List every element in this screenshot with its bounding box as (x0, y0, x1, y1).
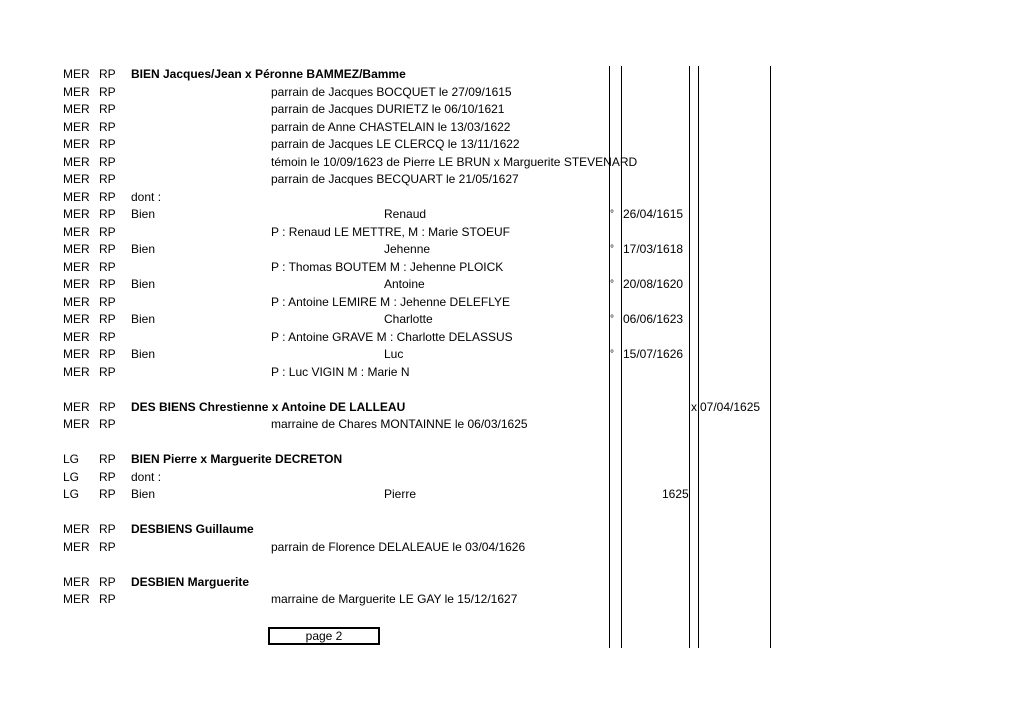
surname-cell: Bien (131, 277, 156, 291)
register-code: RP (99, 312, 116, 326)
location-code: MER (63, 84, 90, 99)
location-code: MER (63, 329, 90, 344)
register-code: RP (99, 469, 116, 484)
table-row (0, 416, 1024, 433)
table-row (0, 434, 1024, 451)
table-row (0, 381, 1024, 398)
register-code: RP (99, 452, 116, 466)
surname-cell: BIEN Pierre x Marguerite DECRETON (131, 452, 343, 466)
table-row (0, 451, 1024, 468)
register-code: RP (99, 592, 116, 606)
table-row (0, 241, 1024, 258)
detail-cell: marraine de Chares MONTAINNE le 06/03/1625 (271, 417, 528, 431)
page-number: page 2 (305, 629, 343, 643)
detail-cell: P : Renaud LE METTRE, M : Marie STOEUF (271, 224, 510, 239)
table-row (0, 521, 1024, 538)
register-code: RP (99, 277, 116, 291)
surname-cell: DESBIEN Marguerite (131, 574, 250, 589)
location-code: MER (63, 522, 90, 536)
location-code: MER (63, 259, 90, 274)
surname-cell: BIEN Jacques/Jean x Péronne BAMMEZ/Bamme (131, 67, 406, 81)
register-code: RP (99, 207, 116, 221)
register-code: RP (99, 364, 116, 379)
table-row (0, 539, 1024, 556)
location-code: MER (63, 67, 90, 81)
birth-year-cell: 1625 (662, 487, 689, 501)
detail-cell: parrain de Jacques BECQUART le 21/05/1627 (271, 172, 519, 186)
register-code: RP (99, 539, 116, 554)
register-code: RP (99, 172, 116, 186)
detail-cell: P : Luc VIGIN M : Marie N (271, 364, 410, 379)
table-row (0, 311, 1024, 328)
table-row (0, 574, 1024, 591)
birth-date-cell: 20/08/1620 (623, 277, 684, 291)
first-name-cell: Antoine (384, 277, 425, 291)
table-row (0, 206, 1024, 223)
location-code: MER (63, 242, 90, 256)
register-code: RP (99, 67, 116, 81)
register-code: RP (99, 242, 116, 256)
table-row (0, 294, 1024, 311)
register-code: RP (99, 522, 116, 536)
register-code: RP (99, 189, 116, 204)
location-code: MER (63, 364, 90, 379)
detail-cell: parrain de Florence DELALEAUE le 03/04/1626 (271, 539, 526, 554)
register-code: RP (99, 137, 116, 151)
table-row (0, 276, 1024, 293)
table-row (0, 556, 1024, 573)
table-row (0, 189, 1024, 206)
location-code: MER (63, 102, 90, 116)
table-row (0, 101, 1024, 118)
surname-cell: Bien (131, 207, 156, 221)
birth-date-cell: 06/06/1623 (623, 312, 684, 326)
table-row (0, 591, 1024, 608)
table-row (0, 329, 1024, 346)
location-code: MER (63, 417, 90, 431)
detail-cell: P : Antoine GRAVE M : Charlotte DELASSUS (271, 329, 513, 344)
location-code: MER (63, 539, 90, 554)
birth-symbol: ° (610, 279, 614, 290)
detail-cell: P : Thomas BOUTEM M : Jehenne PLOICK (271, 259, 504, 274)
register-code: RP (99, 84, 116, 99)
table-row (0, 469, 1024, 486)
location-code: MER (63, 312, 90, 326)
location-code: MER (63, 154, 90, 169)
table-row (0, 346, 1024, 363)
location-code: MER (63, 137, 90, 151)
table-row (0, 136, 1024, 153)
location-code: MER (63, 277, 90, 291)
location-code: MER (63, 119, 90, 134)
first-name-cell: Jehenne (384, 242, 431, 256)
birth-symbol: ° (610, 209, 614, 220)
location-code: MER (63, 172, 90, 186)
table-row (0, 504, 1024, 521)
surname-cell: dont : (131, 189, 162, 204)
table-row (0, 486, 1024, 503)
location-code: LG (63, 469, 80, 484)
detail-cell: parrain de Jacques BOCQUET le 27/09/1615 (271, 84, 512, 99)
location-code: MER (63, 224, 90, 239)
table-row (0, 66, 1024, 83)
surname-cell: dont : (131, 469, 162, 484)
detail-cell: P : Antoine LEMIRE M : Jehenne DELEFLYE (271, 294, 511, 309)
location-code: LG (63, 487, 80, 501)
register-code: RP (99, 102, 116, 116)
location-code: MER (63, 592, 90, 606)
table-row (0, 364, 1024, 381)
surname-cell: Bien (131, 312, 156, 326)
register-code: RP (99, 574, 116, 589)
register-code: RP (99, 329, 116, 344)
register-code: RP (99, 154, 116, 169)
first-name-cell: Charlotte (384, 312, 433, 326)
register-code: RP (99, 224, 116, 239)
register-code: RP (99, 119, 116, 134)
surname-cell: Bien (131, 347, 156, 361)
location-code: MER (63, 207, 90, 221)
register-code: RP (99, 417, 116, 431)
first-name-cell: Renaud (384, 207, 427, 221)
register-code: RP (99, 259, 116, 274)
detail-cell: parrain de Jacques DURIETZ le 06/10/1621 (271, 102, 505, 116)
table-row (0, 224, 1024, 241)
location-code: MER (63, 574, 90, 589)
location-code: MER (63, 399, 90, 414)
detail-cell: marraine de Marguerite LE GAY le 15/12/1627 (271, 592, 518, 606)
location-code: MER (63, 294, 90, 309)
surname-cell: DESBIENS Guillaume (131, 522, 254, 536)
surname-cell: Bien (131, 242, 156, 256)
table-row (0, 154, 1024, 171)
birth-symbol: ° (610, 349, 614, 360)
register-code: RP (99, 487, 116, 501)
marriage-symbol: x (691, 399, 697, 414)
surname-cell: DES BIENS Chrestienne x Antoine DE LALLEAU (131, 399, 406, 414)
table-row (0, 119, 1024, 136)
birth-date-cell: 26/04/1615 (623, 207, 684, 221)
table-row (0, 171, 1024, 188)
location-code: MER (63, 189, 90, 204)
table-row (0, 399, 1024, 416)
first-name-cell: Pierre (384, 487, 417, 501)
table-row (0, 84, 1024, 101)
register-code: RP (99, 399, 116, 414)
detail-cell: témoin le 10/09/1623 de Pierre LE BRUN x Marguerite STEVENARD (271, 154, 638, 169)
detail-cell: parrain de Anne CHASTELAIN le 13/03/1622 (271, 119, 511, 134)
page-number-box (268, 627, 380, 645)
birth-symbol: ° (610, 244, 614, 255)
birth-date-cell: 17/03/1618 (623, 242, 684, 256)
table-row (0, 259, 1024, 276)
surname-cell: Bien (131, 487, 156, 501)
birth-date-cell: 15/07/1626 (623, 347, 684, 361)
birth-symbol: ° (610, 314, 614, 325)
location-code: MER (63, 347, 90, 361)
detail-cell: parrain de Jacques LE CLERCQ le 13/11/1622 (271, 137, 520, 151)
marriage-date-cell: 07/04/1625 (700, 399, 761, 414)
location-code: LG (63, 452, 80, 466)
register-code: RP (99, 347, 116, 361)
first-name-cell: Luc (384, 347, 404, 361)
register-code: RP (99, 294, 116, 309)
